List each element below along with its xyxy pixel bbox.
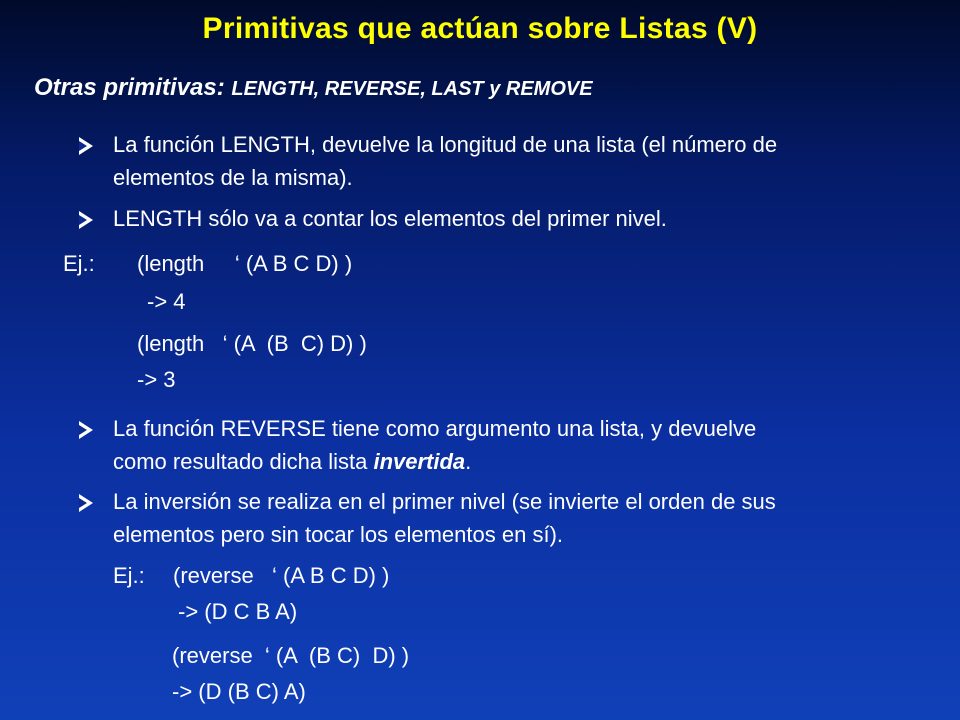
bullet-line bbox=[113, 445, 756, 478]
reverse-example-expr-1: (reverse ‘ (A B C D) ) bbox=[173, 563, 390, 588]
length-example-expr-2: (length ‘ (A (B C) D) ) bbox=[137, 331, 367, 356]
subtitle-primitives: LENGTH, REVERSE, LAST y REMOVE bbox=[231, 78, 593, 100]
arrow-bullet-icon bbox=[79, 211, 93, 229]
bullet-line: La función REVERSE tiene como argumento una lista, y devuelve bbox=[113, 416, 757, 441]
bullet-line: La inversión se realiza en el primer nivel (se invierte el orden de sus bbox=[113, 489, 776, 514]
section-subtitle bbox=[34, 74, 593, 102]
subtitle-lead: Otras primitivas: bbox=[34, 74, 232, 101]
emphasis-invertida: invertida bbox=[373, 449, 466, 474]
reverse-example-result-1: -> (D C B A) bbox=[178, 599, 298, 624]
length-example-result-1: -> 4 bbox=[147, 289, 186, 314]
bullet-line: LENGTH sólo va a contar los elementos del primer nivel. bbox=[113, 206, 667, 231]
arrow-bullet-icon bbox=[79, 494, 93, 512]
bullet-reverse-first-level bbox=[113, 485, 776, 551]
length-example-result-2: -> 3 bbox=[137, 367, 176, 392]
reverse-example-result-2: -> (D (B C) A) bbox=[172, 679, 306, 704]
slide-title: Primitivas que actúan sobre Listas (V) bbox=[202, 12, 758, 45]
example-label: Ej.: bbox=[63, 251, 95, 276]
reverse-example-expr-2: (reverse ‘ (A (B C) D) ) bbox=[172, 643, 410, 668]
arrow-bullet-icon bbox=[79, 421, 93, 439]
bullet-line: elementos pero sin tocar los elementos en sí). bbox=[113, 522, 564, 547]
bullet-line: elementos de la misma). bbox=[113, 165, 353, 190]
bullet-text-prefix: como resultado dicha lista bbox=[113, 449, 374, 474]
arrow-bullet-icon bbox=[79, 137, 93, 155]
bullet-line: La función LENGTH, devuelve la longitud de una lista (el número de bbox=[113, 132, 778, 157]
example-label: Ej.: bbox=[113, 563, 145, 588]
bullet-text-suffix: . bbox=[465, 449, 472, 474]
bullet-length-description bbox=[113, 128, 777, 194]
bullet-reverse-description bbox=[113, 412, 756, 478]
length-example-expr-1: (length ‘ (A B C D) ) bbox=[137, 251, 353, 276]
bullet-length-first-level bbox=[113, 202, 667, 235]
